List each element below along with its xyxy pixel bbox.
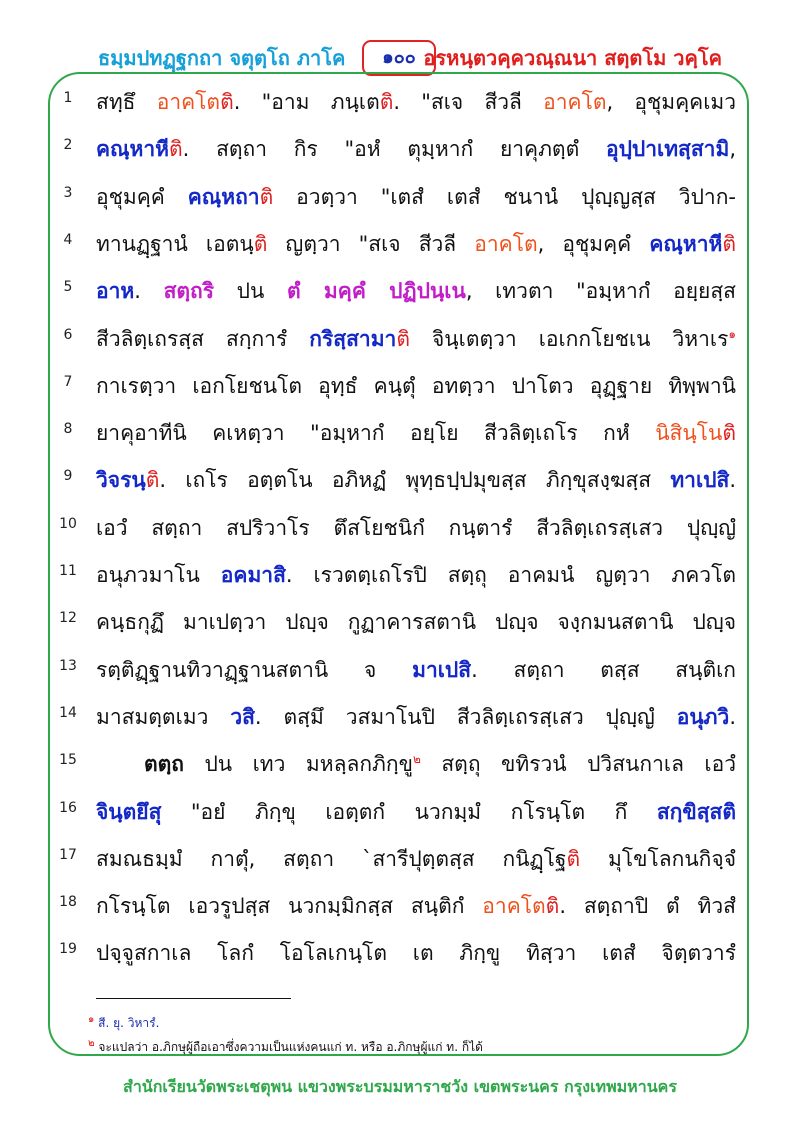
text-segment: . สตฺถา กิร "อหํ ตุมฺหากํ ยาคุภตฺตํ <box>182 137 606 162</box>
footnote-1 <box>88 1012 159 1033</box>
line-number: 9 <box>63 468 73 485</box>
text-segment: ติ <box>545 894 560 919</box>
text-segment: อวตฺวา "เตสํ เตสํ ชนานํ ปุญฺญสฺส วิปาก- <box>273 184 736 209</box>
text-segment: ติ <box>722 421 736 446</box>
line-text <box>96 606 736 639</box>
text-segment: มาสมตฺตเมว <box>96 704 231 729</box>
line-text <box>96 275 736 308</box>
text-segment: วิจรนฺ <box>96 468 146 493</box>
line-number: 18 <box>59 894 77 911</box>
text-segment: ทานฏฺฐานํ เอตนฺ <box>96 231 254 256</box>
footnote-text: สี. ยุ. วิหารํ. <box>94 1016 160 1030</box>
text-segment: กริสฺสามา <box>309 326 397 351</box>
text-line <box>48 792 748 836</box>
text-line <box>48 697 748 741</box>
line-text <box>96 370 736 403</box>
text-line <box>48 82 748 126</box>
text-line <box>48 508 748 552</box>
text-segment: อคมาสิ <box>220 563 286 587</box>
text-segment: ปน <box>214 279 288 304</box>
text-segment: อาคโต <box>482 894 546 919</box>
footnote-text: จะแปลว่า อ.ภิกษุผู้ถือเอาซึ่งความเป็นแห่งคนแก่ ท. หรือ อ.ภิกษุผู้แก่ ท. ก็ได้ <box>94 1040 483 1054</box>
line-number: 13 <box>59 657 77 674</box>
line-number: 17 <box>59 846 77 863</box>
line-text <box>96 181 736 214</box>
line-text <box>96 417 736 450</box>
text-segment: , อุชุมคฺคํ <box>537 231 650 256</box>
text-segment: อาคโต <box>156 90 221 114</box>
line-text <box>96 512 736 545</box>
text-segment: อุชุมคฺคํ <box>96 184 188 209</box>
line-number: 11 <box>59 563 77 579</box>
footnote-mark: ๑ <box>88 1014 95 1025</box>
line-text <box>96 843 736 876</box>
text-segment: ยาคุอาทีนิ คเหตฺวา "อมฺหากํ อยฺโย สีวลิตฺเถโร กหํ <box>96 421 656 446</box>
text-line <box>48 933 748 977</box>
text-segment: อนุภวมาโน <box>96 563 221 587</box>
line-text <box>96 133 736 166</box>
text-line <box>48 177 748 221</box>
text-segment: . สตฺถาปิ ตํ ทิวสํ <box>559 894 736 919</box>
line-text <box>96 228 736 261</box>
line-number: 5 <box>63 279 73 296</box>
text-segment: ติ <box>379 90 394 114</box>
text-segment: ตตฺถ <box>144 752 184 777</box>
footnote-reference: ๑ <box>728 326 736 341</box>
line-number: 10 <box>59 515 77 532</box>
text-segment: วสิ <box>230 704 255 729</box>
text-segment: , เทวตา "อมฺหากํ อยฺยสฺส <box>465 279 736 304</box>
text-segment: อนุภวิ <box>676 704 730 729</box>
line-text <box>96 890 736 923</box>
text-segment: สกฺขิสฺสติ <box>656 799 736 824</box>
text-segment: มาเปสิ <box>412 657 472 682</box>
text-segment: คณฺหาหี <box>649 231 723 256</box>
text-segment: กาเรตฺวา เอกโยชนโต อุทฺธํ คนฺตุํ อทตฺวา ปาโตว อุฏฺฐาย ทิพฺพานิ <box>96 373 736 398</box>
chapter-title: อรหนฺตวคฺควณฺณนา สตฺตโม วคฺโค <box>423 46 722 70</box>
line-number: 15 <box>59 752 77 769</box>
text-segment: ติ <box>145 468 160 493</box>
text-line <box>48 460 748 504</box>
line-number: 19 <box>59 941 77 958</box>
text-segment: . <box>729 704 736 729</box>
text-segment: . เรวตตฺเถโรปิ สตฺถุ อาคมนํ ญตฺวา ภควโต <box>285 563 736 587</box>
text-segment: . เถโร อตฺตโน อภิหฏํ พุทฺธปฺปมุขสฺส ภิกฺขุสงฺฆสฺส <box>159 468 671 493</box>
footnote-divider <box>96 998 291 999</box>
line-text <box>96 323 736 356</box>
text-segment: อาคโต <box>543 90 607 114</box>
line-number: 7 <box>63 373 73 390</box>
text-line <box>48 129 748 173</box>
text-segment: ติ <box>566 846 581 871</box>
text-line <box>48 839 748 883</box>
line-number: 8 <box>63 421 73 438</box>
text-line <box>48 319 748 363</box>
text-segment: นิสินฺโน <box>655 421 723 446</box>
text-segment: จินฺตยึสุ <box>96 799 162 824</box>
line-number: 4 <box>63 231 73 248</box>
text-segment: ปจฺจูสกาเล โลกํ โอโลเกนฺโต เต ภิกฺขู ทิสฺวา เตสํ จิตฺตวารํ <box>96 941 736 966</box>
line-number: 6 <box>63 326 73 343</box>
text-segment: , อุชุมคฺคเมว <box>606 90 736 114</box>
line-text <box>96 464 736 497</box>
text-segment: มุโขโลกนกิจฺจํ <box>580 846 736 871</box>
text-line <box>48 650 748 694</box>
text-line <box>48 271 748 315</box>
text-segment: . "สเจ สีวลี <box>393 90 544 114</box>
text-line <box>48 413 748 457</box>
text-segment: ติ <box>259 184 274 209</box>
text-segment: รตฺติฏฺฐานทิวาฏฺฐานสตานิ จ <box>96 657 413 682</box>
text-segment: ปน เทว มหลฺลกภิกฺขู <box>184 752 413 777</box>
text-segment: คณฺหถา <box>187 184 260 209</box>
text-segment: สีวลิตฺเถรสฺส สกฺการํ <box>96 326 310 351</box>
text-line <box>48 555 748 599</box>
text-line <box>48 886 748 930</box>
line-number: 3 <box>63 184 73 201</box>
line-number: 16 <box>59 799 77 816</box>
text-segment: ญตฺวา "สเจ สีวลี <box>267 231 475 256</box>
line-number: 2 <box>63 137 73 154</box>
text-segment: . ตสฺมึ วสมาโนปิ สีวลิตฺเถรสฺเสว ปุญฺญํ <box>254 704 677 729</box>
text-segment: ติ <box>220 90 234 114</box>
text-segment: กโรนฺโต เอวรูปสฺส นวกมฺมิกสฺส สนฺติกํ <box>96 894 483 919</box>
line-text <box>96 559 736 592</box>
text-segment: อาห <box>96 279 135 304</box>
text-segment: เอวํ สตฺถา สปริวาโร ตึสโยชนิกํ กนฺตารํ สีวลิตฺเถรสฺเสว ปุญฺญํ <box>96 515 736 540</box>
text-segment: ติ <box>396 326 410 351</box>
line-text <box>96 701 736 734</box>
line-text <box>96 796 736 829</box>
text-segment: . "อาม ภนฺเต <box>233 90 380 114</box>
page-number: ๑๐๐ <box>362 40 436 76</box>
text-segment: สทฺธึ <box>96 90 157 114</box>
line-number: 12 <box>59 610 77 627</box>
text-segment: อุปฺปาเทสฺสามิ <box>605 137 730 162</box>
text-segment: "อยํ ภิกฺขุ เอตฺตกํ นวกมฺมํ กโรนฺโต กึ <box>161 799 657 824</box>
text-segment: ตํ มคฺคํ ปฏิปนฺเน <box>287 279 466 304</box>
text-segment: สตฺถริ <box>163 279 215 304</box>
book-title: ธมฺมปทฏฺฐกถา จตุตฺโถ ภาโค <box>98 46 346 70</box>
text-segment: . <box>729 468 736 493</box>
text-segment: , <box>729 137 736 162</box>
line-text <box>96 86 736 119</box>
footnote-mark: ๒ <box>88 1038 95 1049</box>
text-segment: คณฺหาหี <box>96 137 170 162</box>
text-segment: . <box>134 279 164 304</box>
text-segment: ทาเปสิ <box>670 468 730 493</box>
line-text <box>144 748 736 781</box>
page-footer: สำนักเรียนวัดพระเชตุพน แขวงพระบรมมหาราชวัง เขตพระนคร กรุงเทพมหานคร <box>123 1077 677 1096</box>
text-segment: ติ <box>722 231 736 256</box>
text-segment: คนฺธกุฏึ มาเปตฺวา ปญฺจ กูฏาคารสตานิ ปญฺจ จงฺกมนสตานิ ปญฺจ <box>96 610 736 635</box>
text-segment: สมณธมฺมํ กาตุํ, สตฺถา `สารีปุตฺตสฺส กนิฏฺโฐ <box>96 846 567 871</box>
text-segment: . สตฺถา ตสฺส สนฺติเก <box>471 657 736 682</box>
text-segment: ติ <box>169 137 183 162</box>
text-line <box>48 602 748 646</box>
text-segment: ติ <box>253 231 268 256</box>
text-segment: จินฺเตตฺวา เอเกกโยชเน วิหาเร <box>409 326 729 351</box>
line-number: 1 <box>63 90 73 106</box>
text-segment: สตฺถุ ขทิรวนํ ปวิสนกาเล เอวํ <box>420 752 736 777</box>
footnote-reference: ๒ <box>412 752 421 767</box>
line-text <box>96 937 736 970</box>
text-line <box>48 744 748 788</box>
text-segment: อาคโต <box>474 231 538 256</box>
line-text <box>96 654 736 687</box>
footnote-2 <box>88 1036 483 1057</box>
line-number: 14 <box>59 704 77 721</box>
text-line <box>48 366 748 410</box>
text-line <box>48 224 748 268</box>
